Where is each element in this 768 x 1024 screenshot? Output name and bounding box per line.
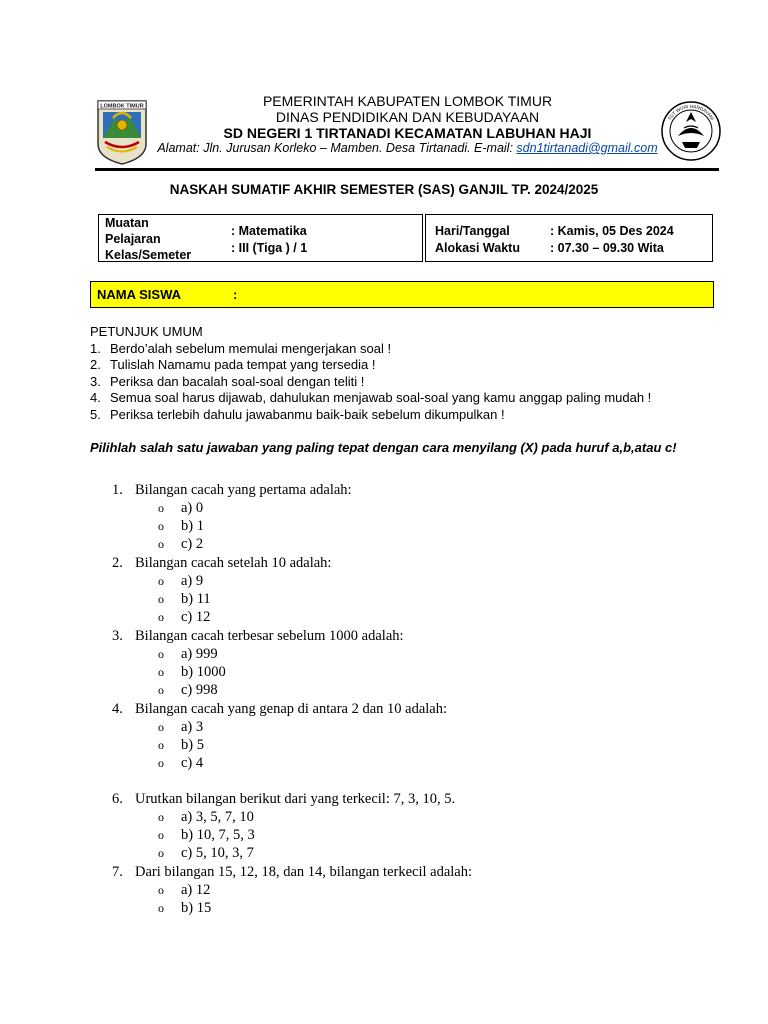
pelajaran-label: Pelajaran [105,232,161,246]
tut-wuri-handayani-logo-icon [660,100,722,162]
emblem-banner-text: LOMBOK TIMUR [100,103,144,110]
exam-title: NASKAH SUMATIF AKHIR SEMESTER (SAS) GANJIL TP. 2024/2025 [169,182,599,197]
instruction-item: 5. Periksa terlebih dahulu jawabanmu baik-baik sebelum dikumpulkan ! [90,406,505,422]
time-allocation-value: : 07.30 – 09.30 Wita [550,241,664,255]
logo-motto-text: TUT WURI HANDAYANI [667,103,715,121]
letterhead [95,93,720,168]
exam-info-table [98,214,713,262]
school-address [155,141,660,156]
instructions-list [90,341,651,424]
general-instructions [90,324,651,423]
answer-instruction: Pilihlah salah satu jawaban yang paling tepat dengan cara menyilang (X) pada huruf a,b,atau c! [90,440,677,455]
student-name-label: NAMA SISWA [97,287,182,302]
instructions-heading: PETUNJUK UMUM [90,324,203,339]
muatan-label: Muatan [105,216,149,230]
subject-value: : Matematika [231,224,307,238]
day-date-value: : Kamis, 05 Des 2024 [550,224,674,238]
student-name-field[interactable] [90,281,714,308]
lombok-timur-emblem-icon [95,98,149,166]
department-name: DINAS PENDIDIKAN DAN KEBUDAYAAN [275,109,540,125]
header-divider [95,168,719,171]
time-allocation-label: Alokasi Waktu [435,241,520,255]
instruction-item: 1. Berdo’alah sebelum memulai mengerjakan soal ! [90,340,392,356]
instruction-item: 3. Periksa dan bacalah soal-soal dengan teliti ! [90,373,365,389]
subject-info-box [98,214,423,262]
instruction-item: 2. Tulislah Namamu pada tempat yang tersedia ! [90,357,376,372]
kelas-label: Kelas/Semeter [105,248,192,262]
student-name-colon: : [233,287,238,302]
class-value: : III (Tiga ) / 1 [231,241,308,255]
day-date-label: Hari/Tanggal [435,224,510,238]
schedule-info-box [425,214,713,262]
school-name: SD NEGERI 1 TIRTANADI KECAMATAN LABUHAN HAJI [223,125,592,141]
email-link[interactable]: sdn1tirtanadi@gmail.com [516,141,658,155]
address-text: Alamat: Jln. Jurusan Korleko – Mamben. Desa Tirtanadi. E-mail: [157,141,517,155]
government-name: PEMERINTAH KABUPATEN LOMBOK TIMUR [262,93,553,109]
instruction-item: 4. Semua soal harus dijawab, dahulukan menjawab soal-soal yang kamu anggap paling mudah ! [90,390,652,405]
